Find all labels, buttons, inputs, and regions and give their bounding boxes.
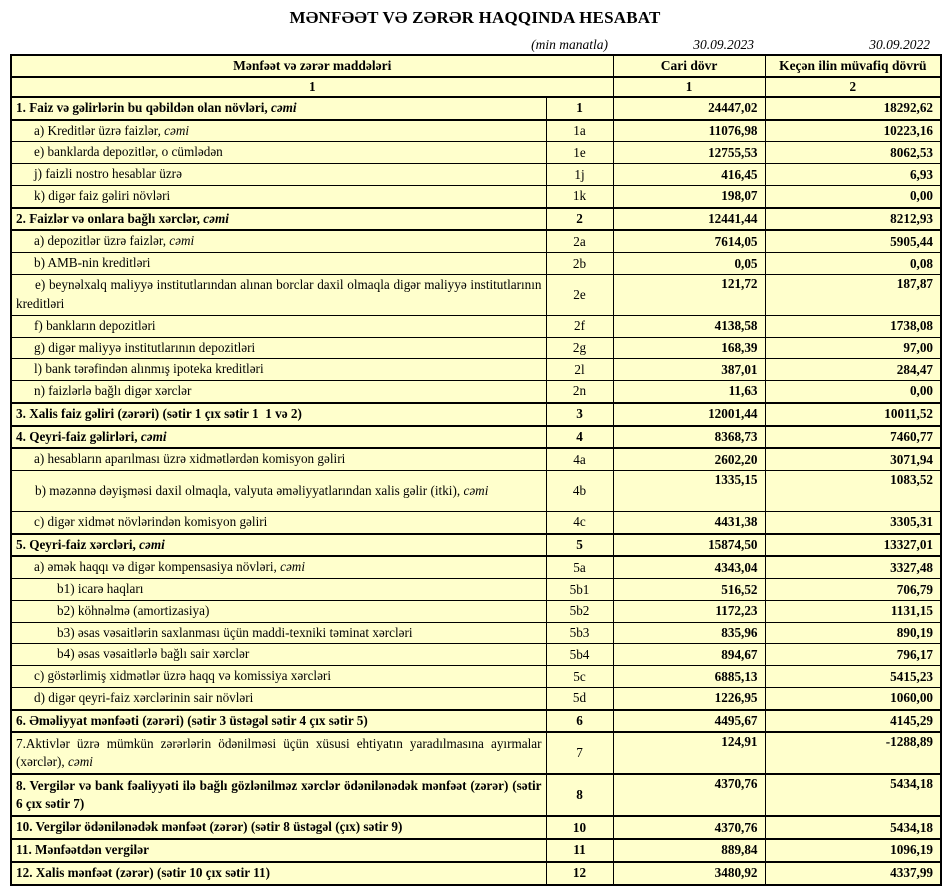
item-label: 12. Xalis mənfəət (zərər) (sətir 10 çıx sətir 11): [16, 864, 270, 880]
item-label: k) digər faiz gəliri növləri: [34, 187, 171, 203]
table-row: [11, 471, 941, 512]
item-code-cell: 11: [546, 839, 613, 862]
page: [0, 8, 950, 881]
table-row: [11, 403, 941, 426]
meta-row: [10, 37, 940, 53]
item-code-cell: 2: [546, 208, 613, 231]
item-label-cell: [11, 687, 546, 709]
item-label: 6. Əməliyyat mənfəəti (zərəri) (sətir 3 üstəgəl sətir 4 çıx sətir 5): [16, 712, 368, 728]
item-label: b3) əsas vəsaitlərin saxlanması üçün maddi-texniki təminat xərcləri: [57, 624, 413, 640]
item-label-cell: [11, 710, 546, 733]
prior-value-cell: 284,47: [765, 359, 941, 381]
item-label: f) bankların depozitləri: [34, 317, 156, 333]
prior-value-cell: 1131,15: [765, 600, 941, 622]
item-label-cell: [11, 120, 546, 142]
item-label-cell: [11, 230, 546, 252]
prior-value-cell: 4337,99: [765, 862, 941, 885]
item-label: 3. Xalis faiz gəliri (zərəri) (sətir 1 çıx sətir 1 1 və 2): [16, 405, 302, 421]
item-code-cell: 8: [546, 774, 613, 816]
item-label: j) faizli nostro hesablar üzrə: [34, 166, 182, 182]
prior-value-cell: 4145,29: [765, 710, 941, 733]
item-label: a) Kreditlər üzrə faizlər,: [34, 122, 165, 138]
item-label-cell: [11, 403, 546, 426]
prior-value-cell: 3327,48: [765, 556, 941, 578]
item-label-cell: [11, 164, 546, 186]
item-code-cell: 2a: [546, 230, 613, 252]
item-label: a) əmək haqqı və digər kompensasiya növləri,: [34, 559, 281, 575]
current-value-cell: 4343,04: [613, 556, 765, 578]
item-label-cell: [11, 142, 546, 164]
item-label-cell: [11, 512, 546, 534]
item-label: b4) əsas vəsaitlərlə bağlı sair xərclər: [57, 646, 250, 662]
prior-value-cell: 5415,23: [765, 666, 941, 688]
prior-value-cell: 890,19: [765, 622, 941, 644]
item-code-cell: 5c: [546, 666, 613, 688]
prior-value-cell: 0,00: [765, 185, 941, 207]
report-title: MƏNFƏƏT VƏ ZƏRƏR HAQQINDA HESABAT: [289, 8, 661, 27]
item-label-italic-suffix: cəmi: [140, 428, 167, 444]
item-label: 10. Vergilər ödənilənədək mənfəət (zərər) (sətir 8 üstəgəl (çıx) sətir 9): [16, 819, 403, 835]
item-label-cell: [11, 381, 546, 403]
item-label-italic-suffix: cəmi: [463, 482, 489, 498]
current-value-cell: 168,39: [613, 337, 765, 359]
prior-value-cell: 796,17: [765, 644, 941, 666]
prior-value-cell: 706,79: [765, 579, 941, 601]
column-header-row: [11, 55, 941, 77]
col-header-current-period: Cari dövr: [613, 55, 765, 77]
current-value-cell: 889,84: [613, 839, 765, 862]
item-label: 8. Vergilər və bank fəaliyyəti ilə bağlı gözlənilməz xərclər ödənilənədək mənfəət (zərər) (sətir 6 çıx sətir 7): [16, 777, 542, 812]
table-row: [11, 448, 941, 470]
current-value-cell: 15874,50: [613, 534, 765, 557]
current-value-cell: 121,72: [613, 274, 765, 315]
item-label-cell: [11, 359, 546, 381]
item-label-cell: [11, 839, 546, 862]
current-value-cell: 12001,44: [613, 403, 765, 426]
table-row: [11, 579, 941, 601]
table-row: [11, 315, 941, 337]
item-label-italic-suffix: cəmi: [270, 100, 297, 115]
item-code-cell: 4a: [546, 448, 613, 470]
item-label-italic-suffix: cəmi: [203, 210, 229, 226]
table-body: [11, 97, 941, 885]
item-label: 2. Faizlər və onlara bağlı xərclər,: [16, 210, 204, 226]
item-label: b2) köhnəlmə (amortizasiya): [57, 602, 210, 618]
item-label-italic-suffix: cəmi: [164, 122, 190, 138]
current-value-cell: 11076,98: [613, 120, 765, 142]
table-row: [11, 732, 941, 774]
item-code-cell: 4b: [546, 471, 613, 512]
item-code-cell: 2b: [546, 253, 613, 275]
table-row: [11, 556, 941, 578]
table-row: [11, 710, 941, 733]
item-label: a) hesabların aparılması üzrə xidmətlərdən komisyon gəliri: [34, 451, 346, 467]
table-row: [11, 164, 941, 186]
table-row: [11, 666, 941, 688]
table-row: [11, 381, 941, 403]
item-code-cell: 5: [546, 534, 613, 557]
item-code-cell: 6: [546, 710, 613, 733]
item-label: e) banklarda depozitlər, o cümlədən: [34, 144, 223, 160]
item-label: b) AMB-nin kreditləri: [34, 255, 151, 271]
prior-value-cell: 6,93: [765, 164, 941, 186]
prior-value-cell: 0,08: [765, 253, 941, 275]
item-label-cell: [11, 208, 546, 231]
table-row: [11, 534, 941, 557]
item-label: c) digər xidmət növlərindən komisyon gəliri: [34, 514, 268, 530]
current-value-cell: 4370,76: [613, 774, 765, 816]
item-code-cell: 5b2: [546, 600, 613, 622]
table-row: [11, 230, 941, 252]
current-value-cell: 12441,44: [613, 208, 765, 231]
current-value-cell: 24447,02: [613, 97, 765, 120]
current-column-number: 1: [613, 77, 765, 97]
item-label-cell: [11, 534, 546, 557]
prior-value-cell: 0,00: [765, 381, 941, 403]
table-row: [11, 426, 941, 449]
table-row: [11, 253, 941, 275]
column-number-row: [11, 77, 941, 97]
table-row: [11, 208, 941, 231]
item-code-cell: 3: [546, 403, 613, 426]
table-row: [11, 512, 941, 534]
item-label-cell: [11, 426, 546, 449]
item-label-cell: [11, 774, 546, 816]
prior-column-number: 2: [765, 77, 941, 97]
prior-value-cell: 1060,00: [765, 687, 941, 709]
item-code-cell: 2f: [546, 315, 613, 337]
table-row: [11, 600, 941, 622]
prior-value-cell: 5905,44: [765, 230, 941, 252]
item-code-cell: 7: [546, 732, 613, 774]
item-label-cell: [11, 862, 546, 885]
item-label: a) depozitlər üzrə faizlər,: [34, 233, 170, 249]
item-code-cell: 5a: [546, 556, 613, 578]
prior-value-cell: 13327,01: [765, 534, 941, 557]
item-label: 7.Aktivlər üzrə mümkün zərərlərin ödənilməsi üçün xüsusi ehtiyatın yaradılmasına ayırmalar (xərclər),: [16, 735, 542, 770]
item-label-cell: [11, 816, 546, 839]
item-label-cell: [11, 337, 546, 359]
table-row: [11, 644, 941, 666]
table-row: [11, 337, 941, 359]
item-code-cell: 12: [546, 862, 613, 885]
table-header: [11, 55, 941, 97]
table-row: [11, 862, 941, 885]
table-row: [11, 359, 941, 381]
current-value-cell: 198,07: [613, 185, 765, 207]
current-value-cell: 4138,58: [613, 315, 765, 337]
current-value-cell: 11,63: [613, 381, 765, 403]
prior-value-cell: 1083,52: [765, 471, 941, 512]
item-label-cell: [11, 274, 546, 315]
item-code-cell: 1k: [546, 185, 613, 207]
item-code-cell: 5d: [546, 687, 613, 709]
current-value-cell: 3480,92: [613, 862, 765, 885]
item-label-cell: [11, 97, 546, 120]
table-row: [11, 839, 941, 862]
item-code-cell: 1e: [546, 142, 613, 164]
item-label-cell: [11, 315, 546, 337]
item-label-cell: [11, 185, 546, 207]
item-code-cell: 5b4: [546, 644, 613, 666]
prior-value-cell: 5434,18: [765, 774, 941, 816]
item-label-cell: [11, 622, 546, 644]
prior-value-cell: 8212,93: [765, 208, 941, 231]
prior-value-cell: 7460,77: [765, 426, 941, 449]
item-code-cell: 2g: [546, 337, 613, 359]
item-label: c) göstərlimiş xidmətlər üzrə haqq və komissiya xərcləri: [34, 668, 331, 684]
item-code-cell: 2n: [546, 381, 613, 403]
item-label-cell: [11, 253, 546, 275]
profit-loss-table: [10, 54, 942, 886]
current-value-cell: 1172,23: [613, 600, 765, 622]
prior-value-cell: -1288,89: [765, 732, 941, 774]
current-value-cell: 12755,53: [613, 142, 765, 164]
table-row: [11, 185, 941, 207]
prior-value-cell: 97,00: [765, 337, 941, 359]
report-page: [0, 8, 950, 881]
item-label: b1) icarə haqları: [57, 581, 144, 597]
current-value-cell: 2602,20: [613, 448, 765, 470]
prior-value-cell: 187,87: [765, 274, 941, 315]
item-code-cell: 4: [546, 426, 613, 449]
item-label: l) bank tərəfindən alınmış ipoteka kreditləri: [34, 361, 264, 377]
item-label-cell: [11, 732, 546, 774]
item-label-cell: [11, 644, 546, 666]
current-value-cell: 387,01: [613, 359, 765, 381]
item-label-cell: [11, 666, 546, 688]
item-label-cell: [11, 556, 546, 578]
item-code-cell: 4c: [546, 512, 613, 534]
current-value-cell: 894,67: [613, 644, 765, 666]
items-column-number: 1: [11, 77, 613, 97]
item-label: 5. Qeyri-faiz xərcləri,: [16, 536, 140, 552]
item-label: n) faizlərlə bağlı digər xərclər: [34, 383, 192, 399]
item-label-italic-suffix: cəmi: [280, 559, 305, 575]
table-row: [11, 97, 941, 120]
prior-value-cell: 3071,94: [765, 448, 941, 470]
item-label: g) digər maliyyə institutlarının depozitləri: [34, 339, 256, 355]
item-code-cell: 1j: [546, 164, 613, 186]
date-current: 30.09.2023: [693, 37, 754, 52]
prior-value-cell: 1096,19: [765, 839, 941, 862]
item-code-cell: 2e: [546, 274, 613, 315]
table-row: [11, 274, 941, 315]
item-label: d) digər qeyri-faiz xərclərinin sair növləri: [34, 689, 254, 705]
table-row: [11, 774, 941, 816]
current-value-cell: 4495,67: [613, 710, 765, 733]
current-value-cell: 8368,73: [613, 426, 765, 449]
item-label: 4. Qeyri-faiz gəlirləri,: [16, 428, 141, 444]
current-value-cell: 416,45: [613, 164, 765, 186]
current-value-cell: 124,91: [613, 732, 765, 774]
current-value-cell: 6885,13: [613, 666, 765, 688]
current-value-cell: 1226,95: [613, 687, 765, 709]
date-prior: 30.09.2022: [869, 37, 930, 52]
current-value-cell: 1335,15: [613, 471, 765, 512]
prior-value-cell: 8062,53: [765, 142, 941, 164]
item-label-cell: [11, 600, 546, 622]
item-label: e) beynəlxalq maliyyə institutlarından alınan borclar daxil olmaqla digər maliyyə institutlarının kreditləri: [16, 277, 542, 311]
item-label: b) məzənnə dəyişməsi daxil olmaqla, valyuta əməliyyatlarından xalis gəlir (itki),: [35, 482, 464, 498]
table-row: [11, 622, 941, 644]
item-label: 11. Mənfəətdən vergilər: [16, 842, 149, 858]
item-label-italic-suffix: cəmi: [169, 233, 195, 249]
item-label-cell: [11, 579, 546, 601]
item-label-cell: [11, 448, 546, 470]
item-code-cell: 10: [546, 816, 613, 839]
current-value-cell: 4431,38: [613, 512, 765, 534]
item-code-cell: 5b3: [546, 622, 613, 644]
item-label: 1. Faiz və gəlirlərin bu qəbildən olan növləri,: [16, 100, 271, 115]
unit-note: (min manatla): [531, 37, 608, 52]
col-header-prior-period: Keçən ilin müvafiq dövrü: [765, 55, 941, 77]
current-value-cell: 4370,76: [613, 816, 765, 839]
current-value-cell: 835,96: [613, 622, 765, 644]
item-code-cell: 2l: [546, 359, 613, 381]
prior-value-cell: 18292,62: [765, 97, 941, 120]
item-code-cell: 1a: [546, 120, 613, 142]
current-value-cell: 516,52: [613, 579, 765, 601]
prior-value-cell: 10011,52: [765, 403, 941, 426]
current-value-cell: 0,05: [613, 253, 765, 275]
item-label-italic-suffix: cəmi: [139, 536, 165, 552]
col-header-items: Mənfəət və zərər maddələri: [11, 55, 613, 77]
prior-value-cell: 1738,08: [765, 315, 941, 337]
table-row: [11, 816, 941, 839]
prior-value-cell: 5434,18: [765, 816, 941, 839]
table-row: [11, 687, 941, 709]
prior-value-cell: 10223,16: [765, 120, 941, 142]
table-row: [11, 142, 941, 164]
item-label-cell: [11, 471, 546, 512]
item-code-cell: 1: [546, 97, 613, 120]
table-row: [11, 120, 941, 142]
current-value-cell: 7614,05: [613, 230, 765, 252]
prior-value-cell: 3305,31: [765, 512, 941, 534]
item-label-italic-suffix: cəmi: [67, 754, 93, 770]
item-code-cell: 5b1: [546, 579, 613, 601]
